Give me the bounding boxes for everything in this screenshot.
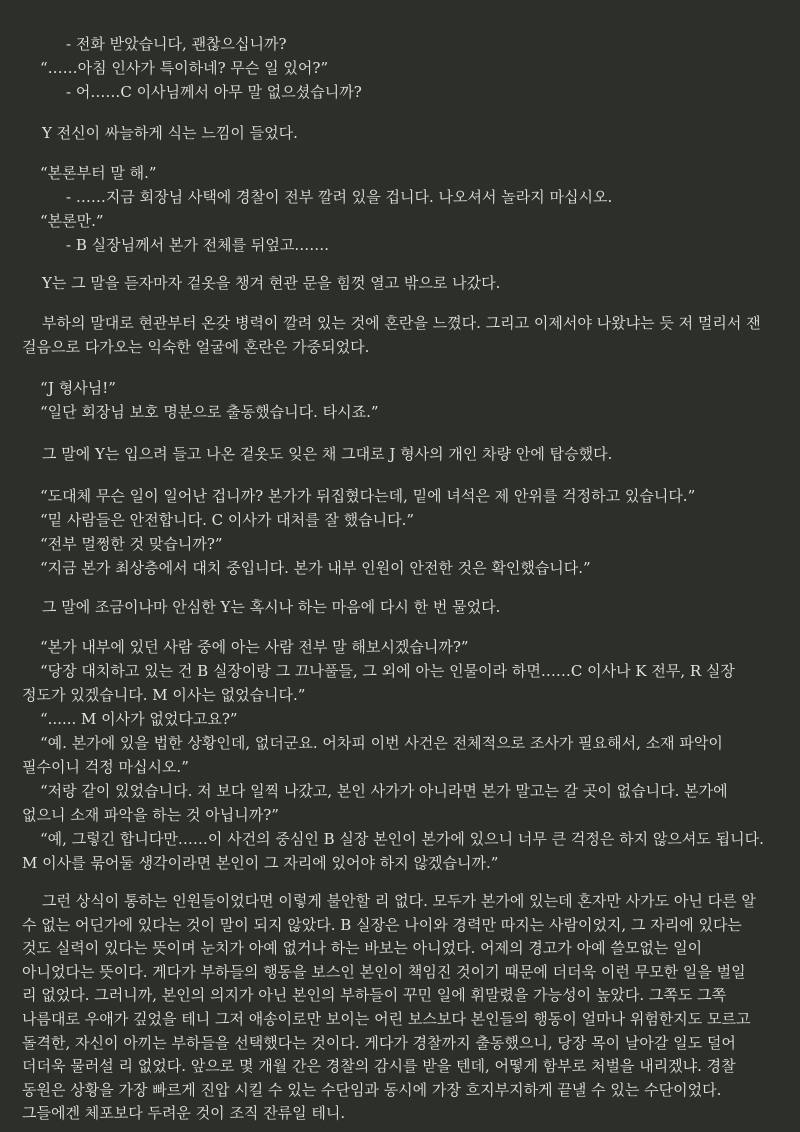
text-line: “도대체 무슨 일이 일어난 겁니까? 본가가 뒤집혔다는데, 밑에 녀석은 제 안위를 걱정하고 있습니다.” [40,487,696,505]
text-line: “일단 회장님 보호 명분으로 출동했습니다. 타시죠.” [40,403,379,421]
text-line: 필수이니 걱정 마십시오.” [22,758,189,776]
text-line: “전부 멀쩡한 것 맞습니까?” [40,535,223,553]
text-line: - B 실장님께서 본가 전체를 뒤엎고……. [66,236,330,254]
text-line: 더더욱 물러설 리 없었다. 앞으로 몇 개월 간은 경찰의 감시를 받을 텐데, 어떻게 함부로 처벌을 내리겠냐. 경찰 [22,1057,736,1076]
text-line: 정도가 있겠습니다. M 이사는 없었습니다.” [22,686,306,704]
text-line: 걸음으로 다가오는 익숙한 얼굴에 혼란은 가중되었다. [22,338,370,356]
text-line: “밑 사람들은 안전합니다. C 이사가 대처를 잘 했습니다.” [40,511,415,529]
text-line: “본론부터 말 해.” [40,164,157,182]
text-line: - ……지금 회장님 사택에 경찰이 전부 깔려 있을 겁니다. 나오셔서 놀라지 마십시오. [66,188,613,206]
text-line: 그런 상식이 통하는 인원들이었다면 이렇게 불안할 리 없다. 모두가 본가에 있는데 혼자만 사가도 아닌 다른 알 [42,892,756,910]
text-line: “저랑 같이 있었습니다. 저 보다 일찍 나갔고, 본인 사가가 아니라면 본가 말고는 갈 곳이 없습니다. 본가에 [40,782,728,800]
text-line: Y는 그 말을 듣자마자 겉옷을 챙겨 현관 문을 힘껏 열고 밖으로 나갔다. [42,274,501,292]
text-line: - 어……C 이사님께서 아무 말 없으셨습니까? [66,83,362,101]
text-line: “예. 본가에 있을 법한 상황인데, 없더군요. 어차피 이번 사건은 전체적으로 조사가 필요해서, 소재 파악이 [40,734,723,752]
text-line: M 이사를 묶어둘 생각이라면 본인이 그 자리에 있어야 하지 않겠습니까.” [22,854,499,872]
text-line: 수 없는 어딘가에 있다는 것이 말이 되지 않았다. B 실장은 나이와 경력만 따지는 사람이었지, 그 자리에 있다는 [22,915,742,934]
text-line: “……아침 인사가 특이하네? 무슨 일 있어?” [40,59,329,77]
text-line: “예, 그렇긴 합니다만……이 사건의 중심인 B 실장 본인이 본가에 있으니 너무 큰 걱정은 하지 않으셔도 됩니다. [40,830,764,848]
text-line: 돌격한, 자신이 아끼는 부하들을 선택했다는 것이다. 게다가 경찰까지 출동했으니, 당장 목이 날아갈 일도 덜어 [22,1033,736,1052]
text-line: “...... M 이사가 없었다고요?” [40,710,238,728]
text-line: 그들에겐 체포보다 두려운 것이 조직 잔류일 테니. [22,1104,346,1123]
text-line: - 전화 받았습니다, 괜찮으십니까? [66,35,287,53]
text-line: “본론만.” [40,212,104,230]
text-line: “지금 본가 최상층에서 대치 중입니다. 본가 내부 인원이 안전한 것은 확인했습니다.” [40,559,591,577]
text-line: “당장 대치하고 있는 건 B 실장이랑 그 끄나풀들, 그 외에 아는 인물이라 하면……C 이사나 K 전무, R 실장 [40,662,735,680]
text-line: 나름대로 우애가 깊었을 테니 그저 애송이로만 보이는 어린 보스보다 본인들의 행동이 얼마나 위험한지도 모르고 [22,1010,751,1028]
text-line: 아니었다는 뜻이다. 게다가 부하들의 행동을 보스인 본인이 책임진 것이기 때문에 더더욱 이런 무모한 일을 벌일 [22,962,746,981]
text-line: 그 말에 Y는 입으려 들고 나온 겉옷도 잊은 채 그대로 J 형사의 개인 차량 안에 탑승했다. [42,445,613,463]
text-line: 리 없었다. 그러니까, 본인의 의지가 아닌 본인의 부하들이 꾸민 일에 휘말렸을 가능성이 높았다. 그쪽도 그쪽 [22,986,727,1005]
text-line: 것도 실력이 있다는 뜻이며 눈치가 아예 없거나 하는 바보는 아니었다. 어제의 경고가 아예 쓸모없는 일이 [22,939,703,958]
text-line: 동원은 상황을 가장 빠르게 진압 시킬 수 있는 수단임과 동시에 가장 흐지부지하게 끝낼 수 있는 수단이었다. [22,1080,722,1099]
text-line: “J 형사님!” [40,379,116,397]
text-line: Y 전신이 싸늘하게 식는 느낌이 들었다. [42,124,298,142]
text-line: 없으니 소재 파악을 하는 것 아닙니까?” [22,806,279,824]
text-line: 그 말에 조금이나마 안심한 Y는 혹시나 하는 마음에 다시 한 번 물었다. [42,598,501,616]
text-line: 부하의 말대로 현관부터 온갖 병력이 깔려 있는 것에 혼란을 느꼈다. 그리고 이제서야 나왔냐는 듯 저 멀리서 잰 [42,314,761,332]
text-line: “본가 내부에 있던 사람 중에 아는 사람 전부 말 해보시겠습니까?” [40,638,469,656]
